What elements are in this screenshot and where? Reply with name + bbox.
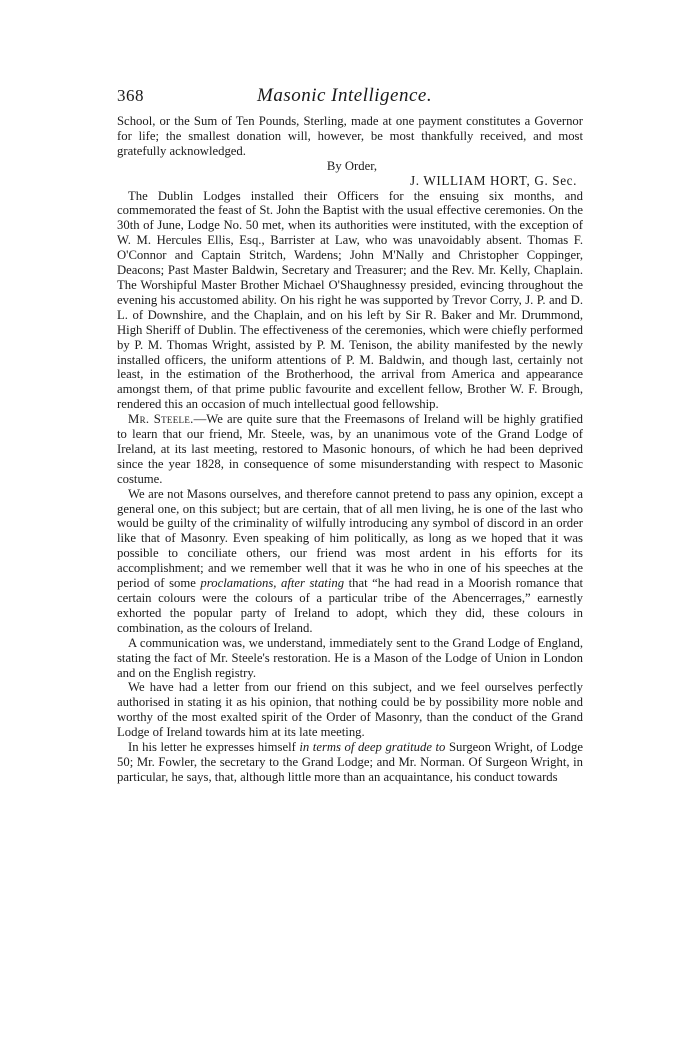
article-body	[117, 114, 583, 785]
secretary-signature: J. WILLIAM HORT, G. Sec.	[410, 172, 577, 188]
running-title: Masonic Intelligence.	[257, 85, 433, 106]
paragraph-communication: A communication was, we understand, immediately sent to the Grand Lodge of England, stating the fact of Mr. Steele's restoration. He is a Mason of the Lodge of Union in London and on the English registry.	[117, 635, 583, 680]
paragraph-opinion	[117, 487, 583, 636]
paragraph-letter: We have had a letter from our friend on this subject, and we feel ourselves perfectly authorised in stating it as his opinion, that nothing could be by possibility more noble and worthy of the most exalted spirit of the Order of Masonry, than the conduct of the Grand Lodge of Ireland towards him at its late meeting.	[117, 680, 583, 740]
paragraph-gratitude	[117, 740, 583, 785]
paragraph-opinion-part-1: We are not Masons ourselves, and therefore cannot pretend to pass any opinion, except a general one, on this subject; but are certain, that of all men living, he is one of the last who would be guilty of the criminality of wilfully introducing any symbol of discord in an order like that of Masonry. Even speaking of him politically, as long as we hoped that it was possible to conciliate others, our friend was most ardent in his efforts for its accomplishment; and we remember well that it was he who in one of his speeches at the period of some	[117, 486, 583, 591]
paragraph-mr-steele	[117, 412, 583, 487]
book-page	[117, 86, 583, 785]
by-order-line: By Order,	[326, 158, 378, 173]
page-number: 368	[117, 86, 144, 105]
paragraph-opinion-italic: proclamations, after stating	[200, 576, 345, 591]
paragraph-opinion-part-2: that “he had read in a Moorish romance that certain colours were the colours of a particular tribe of the Abencerrages,” earnestly exhorted the popular party of Ireland to adopt, which they did, these colours in combination, as the colours of Ireland.	[117, 576, 584, 635]
paragraph-gratitude-part-1: In his letter he expresses himself	[128, 740, 300, 755]
section-lead-mr-steele: Mr. Steele.	[128, 412, 194, 427]
paragraph-gratitude-part-2: Surgeon Wright, of Lodge 50; Mr. Fowler, the secretary to the Grand Lodge; and Mr. Norman. Of Surgeon Wright, in particular, he says, that, although little more than an acquaintance, his conduct towards	[117, 740, 583, 784]
paragraph-mr-steele-text: —We are quite sure that the Freemasons of Ireland will be highly gratified to learn that our friend, Mr. Steele, was, by an unanimous vote of the Grand Lodge of Ireland, at its last meeting, restored to Masonic honours, of which he had been deprived since the year 1828, in consequence of some misunderstanding with respect to Masonic costume.	[117, 412, 583, 486]
paragraph-gratitude-italic: in terms of deep gratitude to	[299, 740, 446, 755]
paragraph-donation: School, or the Sum of Ten Pounds, Sterling, made at one payment constitutes a Governor for life; the smallest donation will, however, be most thankfully received, and most gratefully acknowledged.	[117, 114, 583, 158]
page-header	[117, 86, 583, 110]
paragraph-dublin-lodges: The Dublin Lodges installed their Officers for the ensuing six months, and commemorated the feast of St. John the Baptist with the usual effective ceremonies. On the 30th of June, Lodge No. 50 met, when its authorities were instituted, with the exception of W. M. Hercules Ellis, Esq., Barrister at Law, who was unavoidably absent. Thomas F. O'Connor and Captain Stritch, Wardens; John M'Nally and Christopher Coppinger, Deacons; Past Master Baldwin, Secretary and Treasurer; and the Rev. Mr. Kelly, Chaplain. The Worshipful Master Brother Michael O'Shaughnessy presided, evincing throughout the evening his accustomed ability. On his right he was supported by Trevor Corry, J. P. and D. L. of Downshire, and the Chaplain, and on his left by Sir R. Baker and Mr. Drummond, High Sheriff of Dublin. The effectiveness of the ceremonies, which were chiefly performed by P. M. Thomas Wright, assisted by P. M. Tenison, the ability manifested by the newly installed officers, the uniform attentions of P. M. Baldwin, and though last, certainly not least, in the estimation of the Brotherhood, the arrival from America and appearance amongst them, of that prime public favourite and excellent fellow, Brother W. F. Brough, rendered this an occasion of much intellectual good fellowship.	[117, 188, 583, 412]
